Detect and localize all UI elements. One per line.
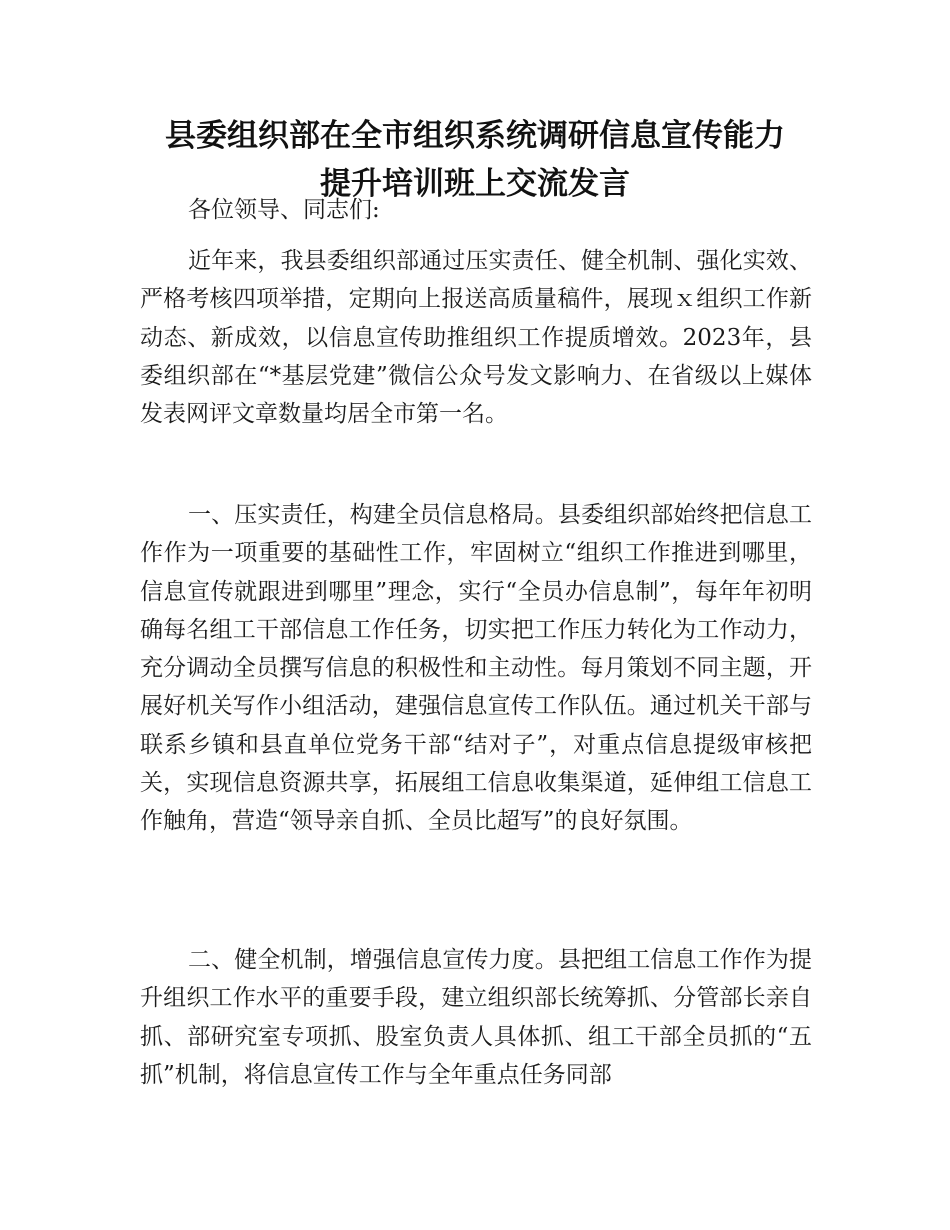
document-title-line-1: 县委组织部在全市组织系统调研信息宣传能力 (165, 118, 785, 154)
document-title-line-2: 提升培训班上交流发言 (320, 166, 630, 202)
paragraph-section-1: 一、压实责任，构建全员信息格局。县委组织部始终把信息工作作为一项重要的基础性工作，牢固树立“组织工作推进到哪里，信息宣传就跟进到哪里”理念，实行“全员办信息制”，每年年初明确每名组工干部信息工作任务，切实把工作压力转化为工作动力，充分调动全员撰写信息的积极性和主动性。每月策划不同主题，开展好机关写作小组活动，建强信息宣传工作队伍。通过机关干部与联系乡镇和县直单位党务干部“结对子”，对重点信息提级审核把关，实现信息资源共享，拓展组工信息收集渠道，延伸组工信息工作触角，营造“领导亲自抓、全员比超写”的良好氛围。 (140, 502, 812, 835)
paragraph-intro: 近年来，我县委组织部通过压实责任、健全机制、强化实效、严格考核四项举措，定期向上报送高质量稿件，展现ｘ组织工作新动态、新成效，以信息宣传助推组织工作提质增效。2023年，县委组织部在“*基层党建”微信公众号发文影响力、在省级以上媒体发表网评文章数量均居全市第一名。 (140, 248, 812, 428)
paragraph-section-2: 二、健全机制，增强信息宣传力度。县把组工信息工作作为提升组织工作水平的重要手段，建立组织部长统筹抓、分管部长亲自抓、部研究室专项抓、股室负责人具体抓、组工干部全员抓的“五抓”机制，将信息宣传工作与全年重点任务同部 (140, 947, 812, 1088)
salutation: 各位领导、同志们: (188, 197, 380, 223)
